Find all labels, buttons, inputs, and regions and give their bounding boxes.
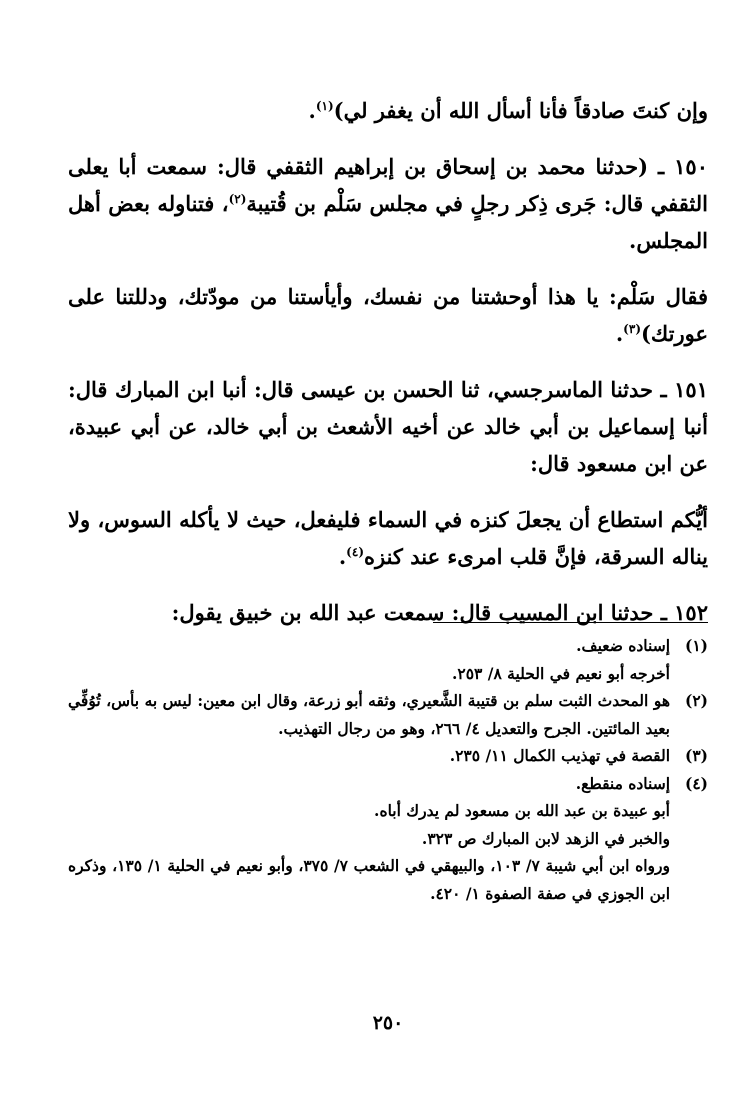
- hadith-number: ١٥٠: [674, 154, 708, 179]
- footnote-number: (٣): [684, 746, 708, 765]
- footnote-ref: (٤): [346, 545, 364, 559]
- hadith-number: ١٥١: [674, 377, 708, 402]
- text-span: ـ حدثنا ابن المسيب قال: سمعت عبد الله بن خبيق يقول:: [171, 600, 675, 625]
- page: [68, 92, 708, 1092]
- footnote-line: ورواه ابن أبي شيبة ٧/ ١٠٣، والبيهقي في الشعب ٧/ ٣٧٥، وأبو نعيم في الحلية ١/ ١٣٥، وذكره ابن الجوزي في صفة الصفوة ١/ ٤٢٠.: [68, 856, 670, 903]
- footnote-4: [68, 770, 708, 798]
- footnote-number: (١): [684, 636, 708, 655]
- text-span: فقال سَلْم: يا هذا أوحشتنا من نفسك، وأيأستنا من مودّتك، ودللتنا على عورتك): [68, 284, 708, 346]
- footnote-ref: (٣): [623, 322, 641, 336]
- footnote-2: [68, 687, 708, 742]
- main-text: [68, 92, 708, 631]
- hadith-151: [68, 371, 708, 482]
- text-span: ـ حدثنا الماسرجسي، ثنا الحسن بن عيسى قال: أنبا ابن المبارك قال: أنبا إسماعيل بن أبي خالد عن أخيه الأشعث بن أبي خالد، عن أبي عبيدة، عن ابن مسعود قال:: [68, 377, 708, 476]
- footnotes: [68, 632, 708, 907]
- footnote-text: إسناده منقطع.: [575, 773, 670, 793]
- footnote-number: (٢): [684, 691, 708, 710]
- paragraph-150-quote: [68, 278, 708, 352]
- footnote-text: القصة في تهذيب الكمال ١١/ ٢٣٥.: [449, 746, 670, 765]
- footnote-divider: [433, 622, 708, 623]
- page-number: ٢٥٠: [372, 1012, 404, 1034]
- footnote-1: [68, 632, 708, 660]
- paragraph-continuation: [68, 92, 708, 129]
- hadith-150: [68, 148, 708, 259]
- footnote-number: (٤): [684, 773, 708, 793]
- footnote-3: [68, 742, 708, 770]
- footnote-line: أخرجه أبو نعيم في الحلية ٨/ ٢٥٣.: [452, 663, 670, 683]
- text-span: .: [308, 98, 316, 123]
- hadith-number: ١٥٢: [674, 600, 708, 625]
- footnote-line: والخبر في الزهد لابن المبارك ص ٣٢٣.: [421, 828, 670, 848]
- footnote-line: أبو عبيدة بن عبد الله بن مسعود لم يدرك أباه.: [374, 801, 670, 820]
- footnote-text: إسناده ضعيف.: [576, 636, 670, 655]
- text-span: أيُّكم استطاع أن يجعلَ كنزه في السماء فليفعل، حيث لا يأكله السوس، ولا يناله السرقة، فإنَّ قلب امرىء عند كنزه: [68, 507, 708, 569]
- footnote-text: هو المحدث الثبت سلم بن قتيبة الشَّعيري، وثقه أبو زرعة، وقال ابن معين: ليس به بأس، تُوُفِّي بعيد المائتين. الجرح والتعديل ٤/ ٢٦٦، وهو من رجال التهذيب.: [68, 691, 670, 738]
- paragraph-151-quote: [68, 501, 708, 575]
- text-span: ـ (حدثنا محمد بن إسحاق بن إبراهيم الثقفي قال: سمعت أبا يعلى الثقفي قال: جَرى ذِكر رجلٍ في مجلس سَلْم بن قُتيبة: [68, 154, 708, 216]
- text-span: .: [615, 321, 624, 346]
- text-span: وإن كنتَ صادقاً فأنا أسأل الله أن يغفر لي): [333, 98, 708, 123]
- footnote-ref: (١): [315, 99, 334, 113]
- footnote-ref: (٢): [228, 192, 247, 206]
- text-span: ، فتناوله بعض أهل المجلس.: [68, 191, 708, 253]
- text-span: .: [338, 544, 347, 569]
- hadith-152: [68, 594, 708, 631]
